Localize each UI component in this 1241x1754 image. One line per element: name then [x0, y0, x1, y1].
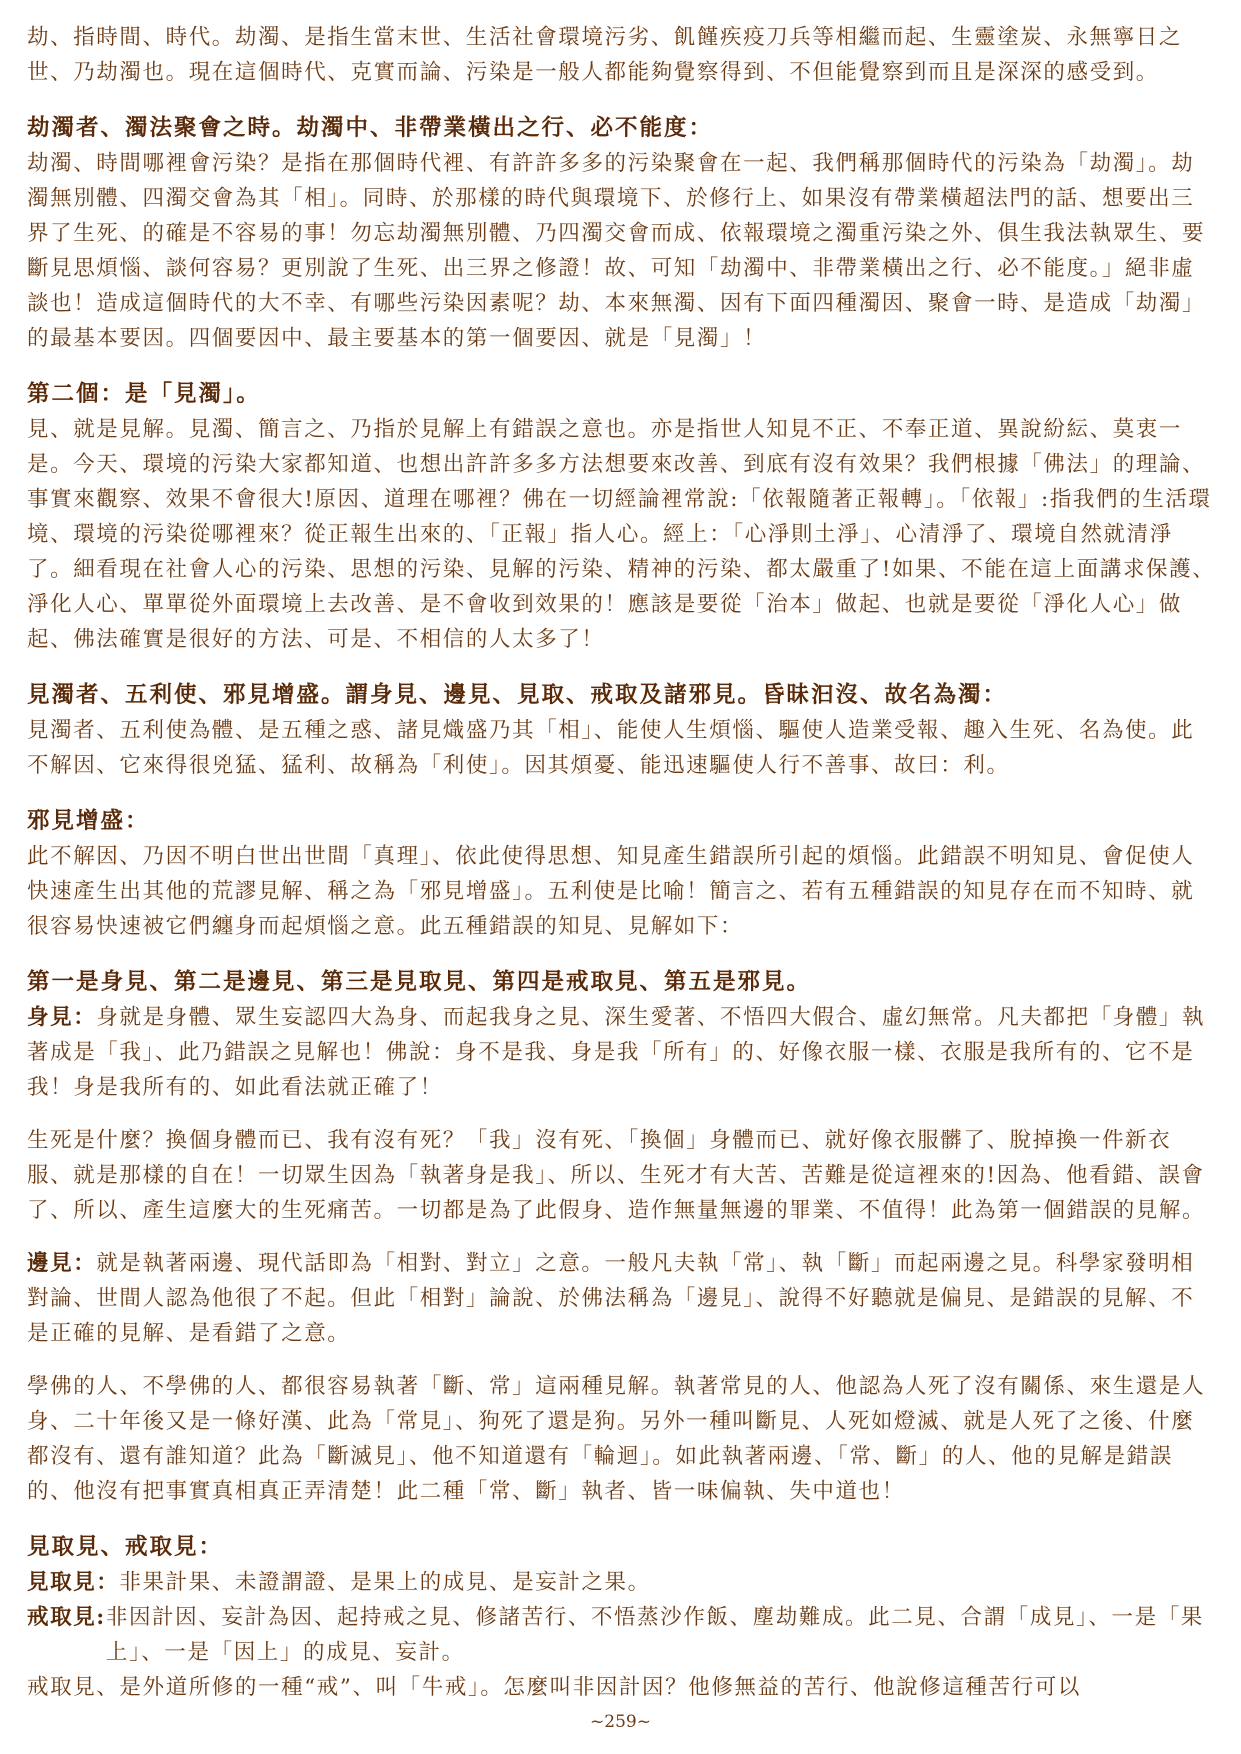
paragraph-view-explanation: 見、就是見解。見濁、簡言之、乃指於見解上有錯誤之意也。亦是指世人知見不正、不奉正道、異說紛紜、莫衷一是。今天、環境的污染大家都知道、也想出許許多多方法想要來改善、到底有沒有效果？我們根據「佛法」的理論、事實來觀察、效果不會很大!原因、道理在哪裡？佛在一切經論裡常說:「依報隨著正報轉」。「依報」:指我們的生活環境、環境的污染從哪裡來？從正報生出來的、「正報」指人心。經上：「心淨則土淨」、心清淨了、環境自然就清淨了。細看現在社會人心的污染、思想的污染、見解的污染、精神的污染、都太嚴重了!如果、不能在這上面講求保護、淨化人心、單單從外面環境上去改善、是不會收到效果的！應該是要從「治本」做起、也就是要從「淨化人心」做起、佛法確實是很好的方法、可是、不相信的人太多了！ [27, 417, 1216, 652]
heading-view-and-precept-attachment: 見取見、戒取見： [27, 1534, 224, 1560]
page-body [27, 20, 1217, 1705]
term-body-view: 身見： [27, 1005, 97, 1030]
view-attachment-text: 非果計果、未證謂證、是果上的成見、是妄計之果。 [119, 1570, 651, 1595]
paragraph-ox-precept: 戒取見、是外道所修的一種“戒”、叫「牛戒」。怎麼叫非因計因？他修無益的苦行、他說修這種苦行可以 [27, 1675, 1081, 1700]
term-view-attachment: 見取見： [27, 1570, 120, 1595]
term-extreme-view: 邊見： [27, 1251, 97, 1276]
paragraph-permanence-annihilation: 學佛的人、不學佛的人、都很容易執著「斷、常」這兩種見解。執著常見的人、他認為人死了沒有關係、來生還是人身、二十年後又是一條好漢、此為「常見」、狗死了還是狗。另外一種叫斷見、人死如燈滅、就是人死了之後、什麼都沒有、還有誰知道？此為「斷滅見」、他不知道還有「輪迴」。如此執著兩邊、「常、斷」的人、他的見解是錯誤的、他沒有把事實真相真正弄清楚！此二種「常、斷」執者、皆一味偏執、失中道也！ [27, 1374, 1206, 1504]
heading-five-sharp-drivers: 見濁者、五利使、邪見增盛。謂身見、邊見、見取、戒取及諸邪見。昏昧汩沒、故名為濁： [27, 682, 1008, 708]
heading-view-turbidity: 第二個：是「見濁」。 [27, 381, 261, 407]
paragraph-kalpa-intro: 劫、指時間、時代。劫濁、是指生當末世、生活社會環境污劣、飢饉疾疫刀兵等相繼而起、生靈塗炭、永無寧日之世、乃劫濁也。現在這個時代、克實而論、污染是一般人都能夠覺察得到、不但能覺察到而且是深深的感受到。 [27, 25, 1183, 85]
paragraph-precept-attachment [27, 1600, 1217, 1670]
extreme-view-text: 就是執著兩邊、現代話即為「相對、對立」之意。一般凡夫執「常」、執「斷」而起兩邊之見。科學家發明相對論、世間人認為他很了不起。但此「相對」論說、於佛法稱為「邊見」、說得不好聽就是偏見、是錯誤的見解、不是正確的見解、是看錯了之意。 [27, 1251, 1195, 1346]
paragraph-body-view [27, 1000, 1217, 1105]
paragraph-life-and-death: 生死是什麼？換個身體而已、我有沒有死？「我」沒有死、「換個」身體而已、就好像衣服髒了、脫掉換一件新衣服、就是那樣的自在！一切眾生因為「執著身是我」、所以、生死才有大苦、苦難是從這裡來的!因為、他看錯、誤會了、所以、產生這麼大的生死痛苦。一切都是為了此假身、造作無量無邊的罪業、不值得！此為第一個錯誤的見解。 [27, 1128, 1206, 1223]
heading-kalpa-turbidity: 劫濁者、濁法聚會之時。劫濁中、非帶業橫出之行、必不能度： [27, 115, 714, 141]
paragraph-kalpa-explanation: 劫濁、時間哪裡會污染？是指在那個時代裡、有許許多多的污染聚會在一起、我們稱那個時代的污染為「劫濁」。劫濁無別體、四濁交會為其「相」。同時、於那樣的時代與環境下、於修行上、如果沒有帶業橫超法門的話、想要出三界了生死、的確是不容易的事！勿忘劫濁無別體、乃四濁交會而成、依報環境之濁重污染之外、俱生我法執眾生、要斷見思煩惱、談何容易？更別說了生死、出三界之修證！故、可知「劫濁中、非帶業橫出之行、必不能度。」絕非虛談也！造成這個時代的大不幸、有哪些污染因素呢？劫、本來無濁、因有下面四種濁因、聚會一時、是造成「劫濁」的最基本要因。四個要因中、最主要基本的第一個要因、就是「見濁」！ [27, 151, 1206, 351]
page-number: ~259~ [590, 1712, 651, 1732]
precept-attachment-text: 非因計因、妄計為因、起持戒之見、修諸苦行、不悟蒸沙作飯、塵劫難成。此二見、合謂「成見」、一是「果上」、一是「因上」的成見、妄計。 [105, 1605, 1204, 1665]
paragraph-wrong-views-flourish: 此不解因、乃因不明白世出世間「真理」、依此使得思想、知見產生錯誤所引起的煩惱。此錯誤不明知見、會促使人快速產生出其他的荒謬見解、稱之為「邪見增盛」。五利使是比喻！簡言之、若有五種錯誤的知見存在而不知時、就很容易快速被它們纏身而起煩惱之意。此五種錯誤的知見、見解如下： [27, 844, 1195, 939]
paragraph-five-sharp-drivers: 見濁者、五利使為體、是五種之惑、諸見熾盛乃其「相」、能使人生煩惱、驅使人造業受報、趣入生死、名為使。此不解因、它來得很兇猛、猛利、故稱為「利使」。因其煩憂、能迅速驅使人行不善事、故曰：利。 [27, 718, 1195, 778]
paragraph-view-attachment [27, 1565, 1217, 1600]
heading-wrong-views-flourish: 邪見增盛： [27, 808, 150, 834]
body-view-text: 身就是身體、眾生妄認四大為身、而起我身之見、深生愛著、不悟四大假合、虛幻無常。凡夫都把「身體」執著成是「我」、此乃錯誤之見解也！佛說：身不是我、身是我「所有」的、好像衣服一樣、衣服是我所有的、它不是我！身是我所有的、如此看法就正確了！ [27, 1005, 1206, 1100]
heading-five-views-list: 第一是身見、第二是邊見、第三是見取見、第四是戒取見、第五是邪見。 [27, 969, 812, 995]
term-precept-attachment: 戒取見: [27, 1605, 106, 1630]
paragraph-extreme-view [27, 1246, 1217, 1351]
